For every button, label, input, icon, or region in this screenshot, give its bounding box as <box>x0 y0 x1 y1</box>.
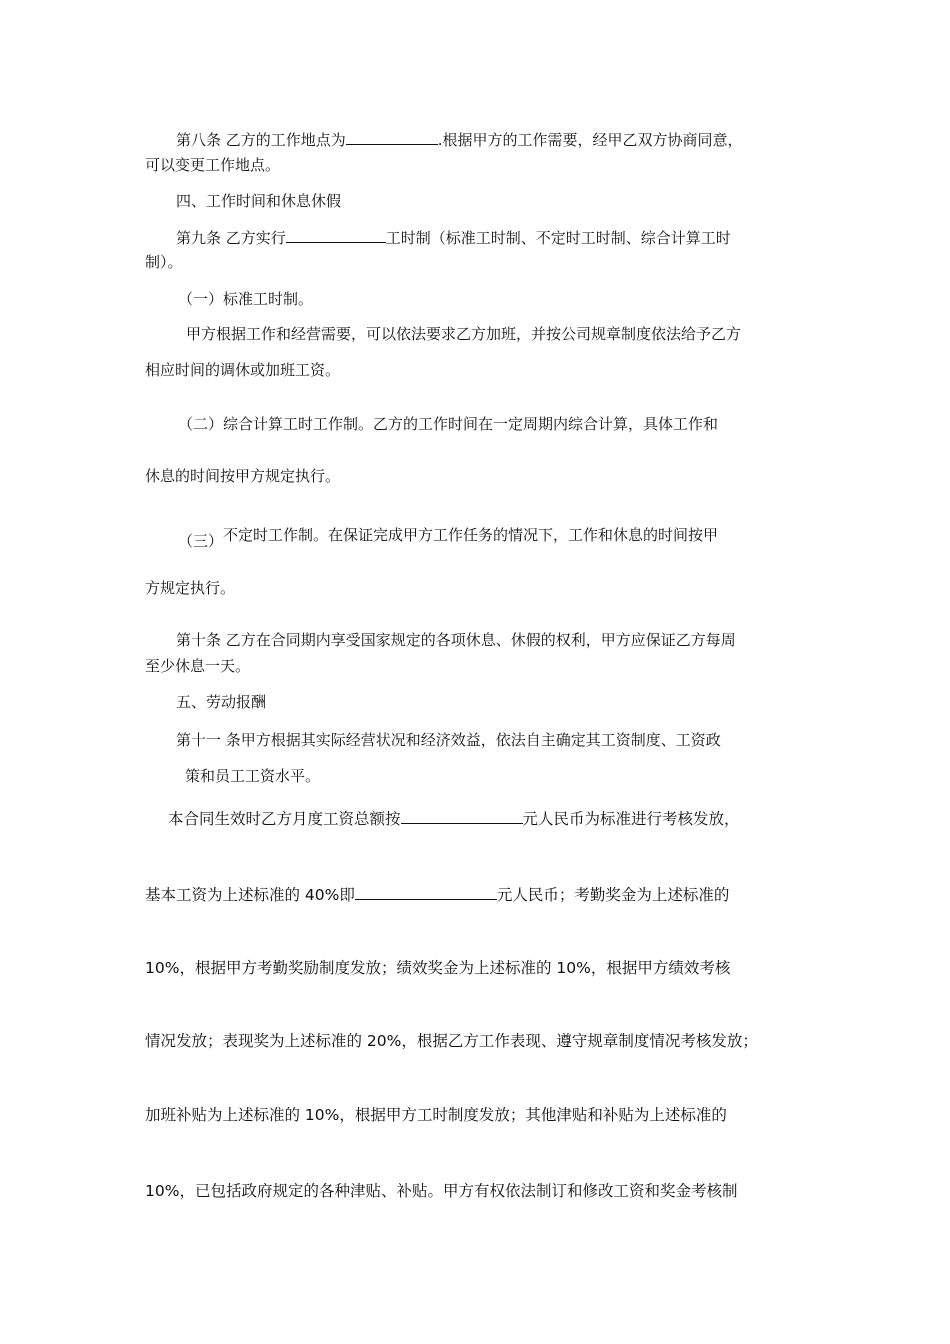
article-9-line-1: 第九条 乙方实行 工时制（标准工时制、不定时工时制、综合计算工时 <box>176 229 731 247</box>
item-1-title: （一）标准工时制。 <box>178 290 314 308</box>
article-9-line-2: 制）。 <box>145 253 183 271</box>
item-1-line-2: 相应时间的调休或加班工资。 <box>145 361 341 379</box>
item-3-line-2: 方规定执行。 <box>145 579 236 597</box>
pay-line-4: 情况发放；表现奖为上述标准的 20%，根据乙方工作表现、遵守规章制度情况考核发放； <box>145 1032 758 1050</box>
section-4-heading: 四、工作时间和休息休假 <box>176 192 342 210</box>
article-8-line-2: 可以变更工作地点。 <box>145 156 281 174</box>
item-2-line-2: 休息的时间按甲方规定执行。 <box>145 467 341 485</box>
article-10-line-2: 至少休息一天。 <box>145 657 251 675</box>
work-location-blank <box>346 129 438 145</box>
base-wage-blank <box>355 884 497 900</box>
article-11-line-1: 第十一 条甲方根据其实际经营状况和经济效益，依法自主确定其工资制度、工资政 <box>176 731 721 749</box>
item-3-label: （三） <box>178 532 224 550</box>
item-3-line-1: （三）不定时工作制。在保证完成甲方工作任务的情况下，工作和休息的时间按甲 <box>178 526 719 550</box>
item-2-line-1: （二）综合计算工时工作制。乙方的工作时间在一定周期内综合计算，具体工作和 <box>178 415 719 433</box>
section-5-heading: 五、劳动报酬 <box>176 693 267 711</box>
pay-line-1: 本合同生效时乙方月度工资总额按 元人民币为标准进行考核发放， <box>168 810 740 828</box>
item-1-line-1: 甲方根据工作和经营需要，可以依法要求乙方加班，并按公司规章制度依法给予乙方 <box>186 325 742 343</box>
pay-line-6: 10%，已包括政府规定的各种津贴、补贴。甲方有权依法制订和修改工资和奖金考核制 <box>145 1182 738 1200</box>
total-wage-blank <box>401 808 523 824</box>
pay-line-3: 10%，根据甲方考勤奖励制度发放；绩效奖金为上述标准的 10%，根据甲方绩效考核 <box>145 959 731 977</box>
article-10-line-1: 第十条 乙方在合同期内享受国家规定的各项休息、休假的权利，甲方应保证乙方每周 <box>176 631 736 649</box>
article-11-line-2: 策和员工工资水平。 <box>185 767 321 785</box>
pay-line-5: 加班补贴为上述标准的 10%，根据甲方工时制度发放；其他津贴和补贴为上述标准的 <box>145 1106 727 1124</box>
pay-line-2: 基本工资为上述标准的 40%即 元人民币；考勤奖金为上述标准的 <box>145 886 730 904</box>
hour-system-blank <box>286 227 386 243</box>
article-8-line-1: 第八条 乙方的工作地点为 .根据甲方的工作需要，经甲乙双方协商同意， <box>176 131 743 149</box>
